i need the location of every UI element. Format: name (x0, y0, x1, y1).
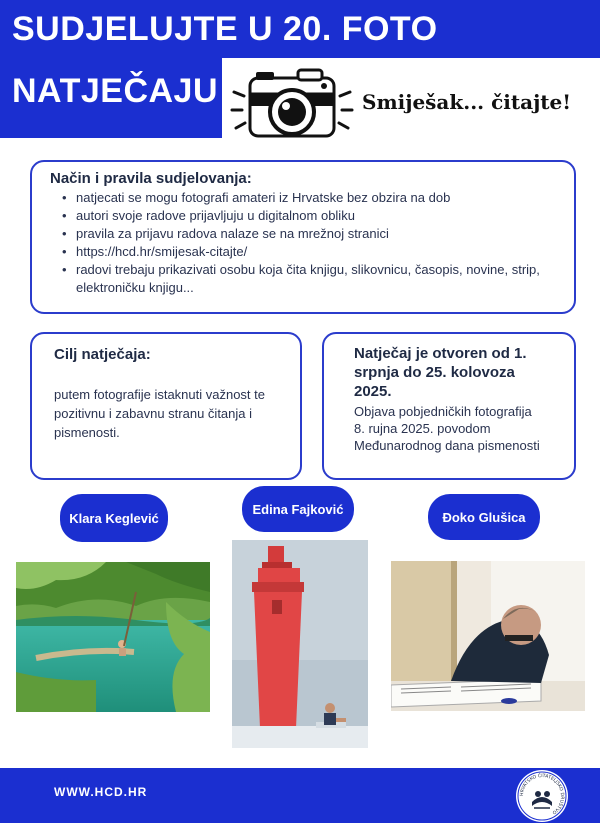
goal-box (30, 332, 302, 480)
footer-band (0, 768, 600, 823)
website-link[interactable]: WWW.HCD.HR (54, 785, 148, 799)
goal-text: putem fotografije istaknuti važnost te pozitivnu i zabavnu stranu čitanja i pismenosti. (54, 387, 266, 440)
slogan-text: Smiješak... čitajte! (362, 90, 572, 114)
rules-title: Način i pravila sudjelovanja: (50, 170, 252, 187)
header-title-line1: SUDJELUJTE U 20. FOTO (12, 10, 438, 48)
header-title-line2: NATJEČAJU (12, 72, 219, 110)
dates-text: Objava pobjedničkih fotografija 8. rujna 2025. povodom Međunarodnog dana pismenosti (354, 404, 540, 453)
photo-river-reading (16, 562, 210, 712)
goal-title: Cilj natječaja: (54, 346, 151, 363)
dates-title: Natječaj je otvoren od 1. srpnja do 25. kolovoza 2025. (354, 345, 527, 400)
author-label-edina: Edina Fajković (242, 486, 354, 532)
society-seal-logo (516, 770, 568, 822)
rules-item: • natjecati se mogu fotografi amateri iz Hrvatske bez obzira na dob (60, 189, 556, 207)
svg-text:HRVATSKO ČITATELJSKO DRUŠTVO: HRVATSKO ČITATELJSKO DRUŠTVO (519, 773, 565, 815)
rules-item: • radovi trebaju prikazivati osobu koja čita knjigu, slikovnicu, časopis, novine, strip, elektroničku knjigu... (60, 261, 556, 297)
photo-man-reading-newspaper (391, 561, 585, 711)
photo-lighthouse-reading (232, 540, 368, 748)
author-label-doko: Đoko Glušica (428, 494, 540, 540)
dates-box (322, 332, 576, 480)
author-label-klara: Klara Keglević (60, 494, 168, 542)
rules-list (50, 189, 556, 297)
rules-item: • pravila za prijavu radova nalaze se na mrežnoj stranici (60, 225, 556, 243)
camera-icon (228, 62, 356, 152)
rules-item-link[interactable]: • https://hcd.hr/smijesak-citajte/ (60, 243, 556, 261)
rules-box (30, 160, 576, 314)
rules-item: • autori svoje radove prijavljuju u digitalnom obliku (60, 207, 556, 225)
